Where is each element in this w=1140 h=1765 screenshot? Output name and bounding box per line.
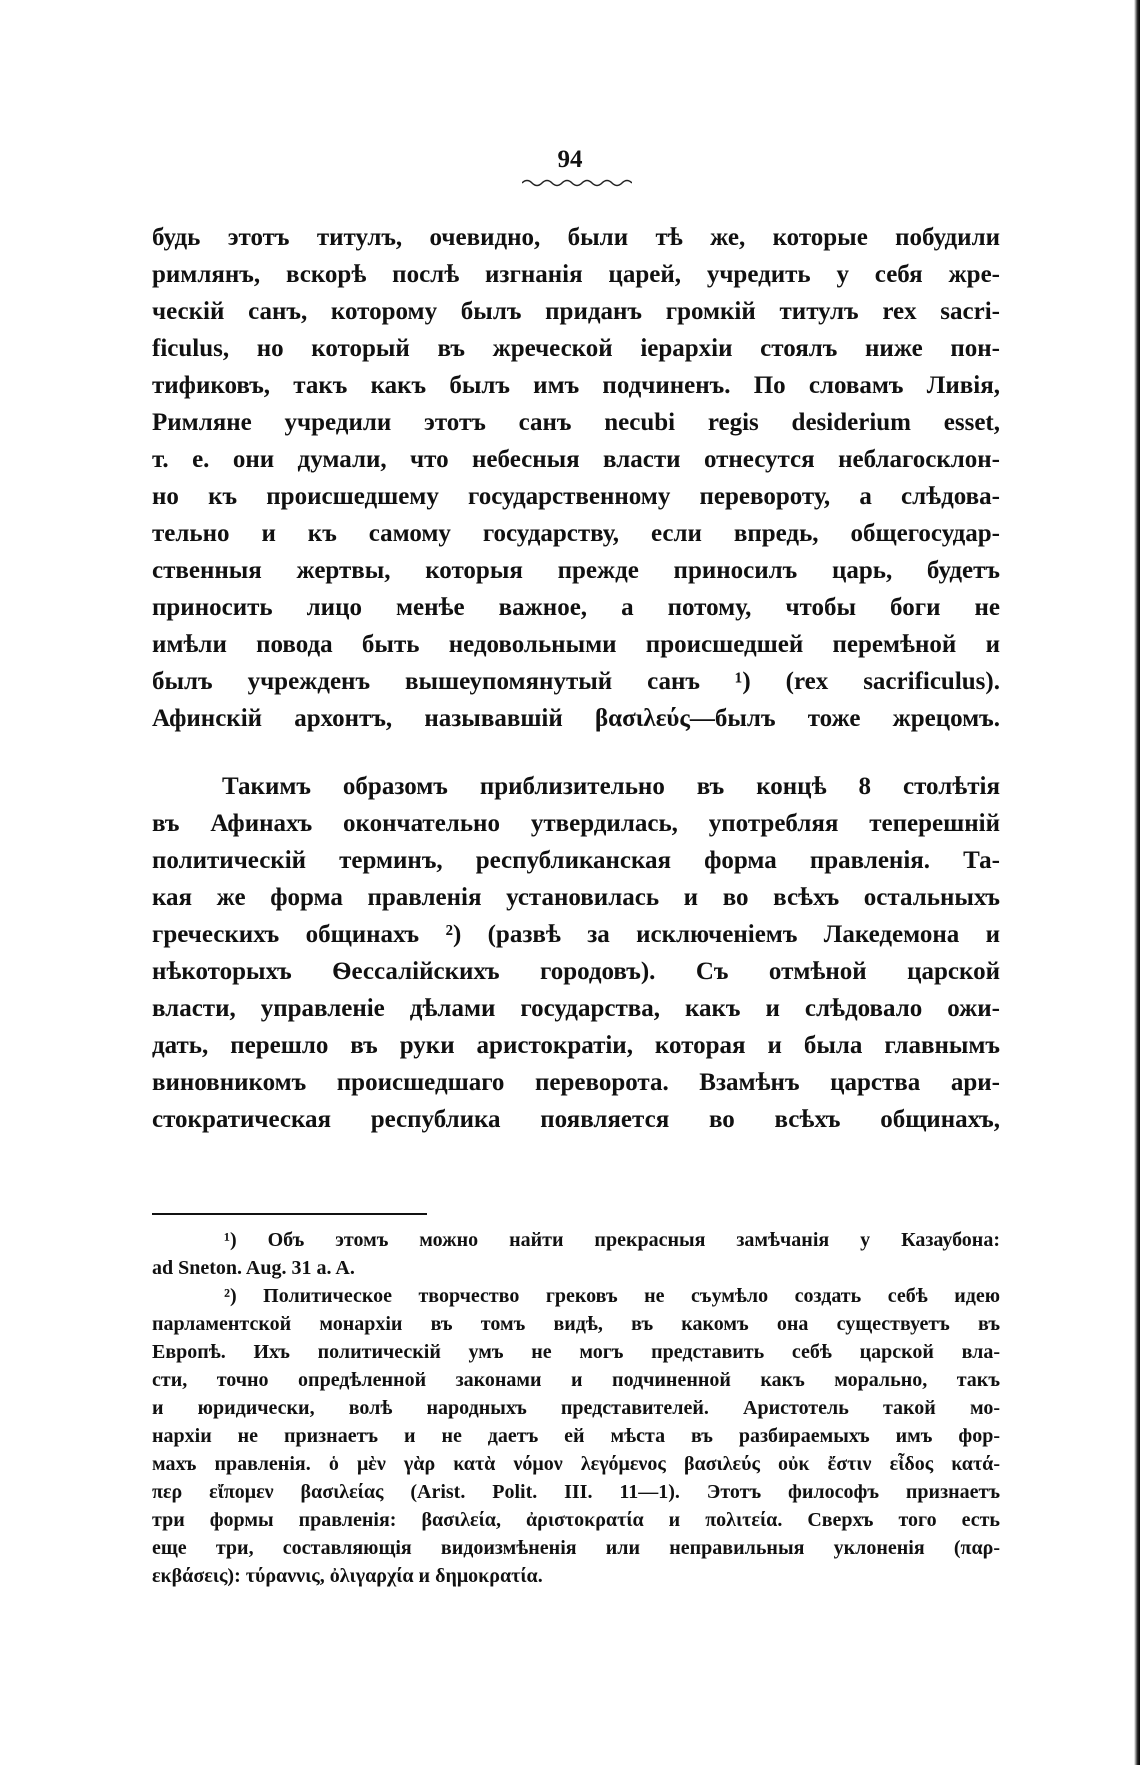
text-line: греческихъ общинахъ ²) (развѣ за исключеніемъ Лакедемона и [152,921,1000,948]
footnote-line: парламентской монархіи въ томъ видѣ, въ какомъ она существуетъ въ [152,1313,1000,1335]
text-line: тельно и къ самому государству, если впредь, общегосудар- [152,520,1000,547]
footnote-line: нархіи не признаетъ и не даетъ ей мѣста въ разбираемыхъ имъ фор- [152,1425,1000,1447]
text-line: Такимъ образомъ приблизительно въ концѣ 8 столѣтія [222,773,1000,800]
text-line: стократическая республика появляется во всѣхъ общинахъ, [152,1106,1000,1133]
footnote-line: сти, точно опредѣленной законами и подчиненной какъ морально, такъ [152,1369,1000,1391]
text-line: но къ происшедшему государственному перевороту, а слѣдова- [152,483,1000,510]
footnote-line: περ εἴπομεν βασιλείας (Arist. Polit. III. 11—1). Этотъ философъ признаетъ [152,1481,1000,1503]
text-line: приносить лицо менѣе важное, а потому, чтобы боги не [152,594,1000,621]
text-line: будь этотъ титулъ, очевидно, были тѣ же, которые побудили [152,224,1000,251]
text-line: римлянъ, вскорѣ послѣ изгнанія царей, учредить у себя жре- [152,261,1000,288]
paragraph-2 [152,768,1000,1138]
paragraph-1 [152,219,1000,737]
page-edge-shadow [1134,0,1140,1765]
text-line: тификовъ, такъ какъ былъ имъ подчиненъ. По словамъ Ливія, [152,372,1000,399]
text-line: дать, перешло въ руки аристократіи, которая и была главнымъ [152,1032,1000,1059]
footnote-line: три формы правленія: βασιλεία, ἀριστοκρατία и πολιτεία. Сверхъ того есть [152,1509,1000,1531]
wavy-ornament [522,178,632,188]
text-line: власти, управленіе дѣлами государства, какъ и слѣдовало ожи- [152,995,1000,1022]
footnote-separator [152,1213,427,1215]
footnote-line: и юридически, волѣ народныхъ представителей. Аристотель такой мо- [152,1397,1000,1419]
text-line: въ Афинахъ окончательно утвердилась, употребляя теперешній [152,810,1000,837]
text-line: ческій санъ, которому былъ приданъ громкій титулъ rex sacri- [152,298,1000,325]
footnote-1 [152,1226,1000,1282]
text-line: имѣли повода быть недовольными происшедшей перемѣной и [152,631,1000,658]
text-line: т. е. они думали, что небесныя власти отнесутся неблагосклон- [152,446,1000,473]
footnote-line: εκβάσεις): τύραννις, ὀλιγαρχία и δημοκρατία. [152,1565,543,1587]
footnote-2 [152,1282,1000,1590]
footnote-line: еще три, составляющія видоизмѣненія или неправильныя уклоненія (παρ- [152,1537,1000,1559]
page-number: 94 [557,146,583,173]
footnote-line: ²) Политическое творчество грековъ не съумѣло создать себѣ идею [224,1285,1000,1307]
text-line: былъ учрежденъ вышеупомянутый санъ ¹) (rex sacrificulus). [152,668,1000,695]
text-line: кая же форма правленія установилась и во всѣхъ остальныхъ [152,884,1000,911]
text-line: ficulus, но который въ жреческой іерархіи стоялъ ниже пон- [152,335,1000,362]
footnote-line: махъ правленія. ὁ μὲν γὰρ κατὰ νόμον λεγόμενος βασιλεύς οὐκ ἔστιν εἶδος κατά- [152,1453,1000,1475]
text-line: ственныя жертвы, которыя прежде приносилъ царь, будетъ [152,557,1000,584]
text-line: виновникомъ происшедшаго переворота. Взамѣнъ царства ари- [152,1069,1000,1096]
text-line: политическій терминъ, республиканская форма правленія. Та- [152,847,1000,874]
footnote-line: ¹) Объ этомъ можно найти прекрасныя замѣчанія у Казаубона: [224,1229,1000,1251]
footnote-line: Европѣ. Ихъ политическій умъ не могъ представить себѣ царской вла- [152,1341,1000,1363]
text-line: Афинскій архонтъ, называвшій βασιλεύς—былъ тоже жрецомъ. [152,705,1000,732]
text-line: нѣкоторыхъ Ѳессалійскихъ городовъ). Съ отмѣной царской [152,958,1000,985]
footnote-line: ad Sneton. Aug. 31 a. A. [152,1257,355,1279]
text-line: Римляне учредили этотъ санъ necubi regis desiderium esset, [152,409,1000,436]
